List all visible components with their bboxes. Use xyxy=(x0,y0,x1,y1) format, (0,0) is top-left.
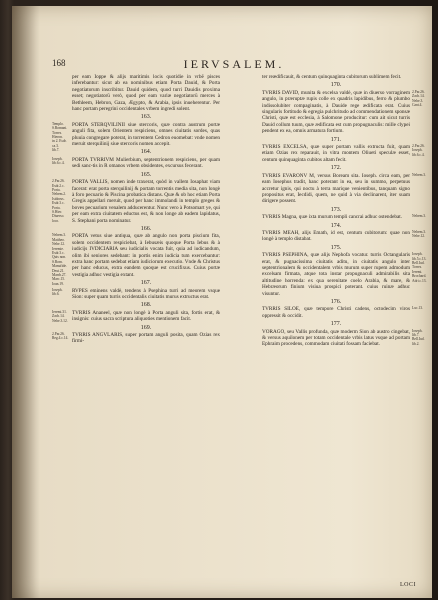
entry-body: RVPES eminens valdè, tendens à Psephina turri ad meorem vsque Sion: super quam turris occidentalis ciuitatis murus extructus erat. xyxy=(72,287,220,300)
entry-text xyxy=(52,156,220,170)
entry-text xyxy=(262,252,427,297)
entry-text xyxy=(262,89,425,135)
entry-text xyxy=(262,229,426,243)
page-gutter-shadow xyxy=(12,6,40,598)
margin-note: 2.Par.26. Reg.4.c.14. xyxy=(52,332,69,341)
entry-text xyxy=(72,74,220,112)
margin-note: 2.Par.26. Esdr.2.c. Porta. Nehem.2. Isidorus. Esdr.3.c. Porta. S.Hier. Diuerso. loco. xyxy=(52,179,66,223)
margin-note: 2.Par.26. Ioseph. lib.6.c.4. xyxy=(412,144,425,157)
entry-body: TVRRIS SILOE, quæ tempore Christi cadens, octodecim viros oppressit & occidit. xyxy=(262,306,410,319)
entry-body: per eam Ioppe & alijs maritimis locis quotidie in vrbē pisces inferebantur: sicut ab ea nominibus etiam Porta Dauid, & Porta negotiatorum inscribitur. Dauid quidem, quod turri Dauidis proxima esset; negotiatorū verò, quod per eam variæ negotiatorū merces à Bethleem, Hebron, Gaza, Ægypto, & Arabia, ipsis inueherentur. Per hanc portam peregrini occidentales vrbem ingredi solent. xyxy=(72,74,220,113)
entry-number: 164. xyxy=(140,149,152,156)
entry-text xyxy=(262,144,425,163)
entry-number: 174. xyxy=(330,222,342,229)
entry-number: 172. xyxy=(330,165,342,172)
entry-body: TVRRIS Magna, quæ ixta murum templi cancrai adhuc ostendebat. xyxy=(262,214,403,221)
entry-text xyxy=(52,332,220,345)
left-column xyxy=(52,74,220,346)
entry-body: TVRRIS ANGVLARIS, super portam anguli posita, quam Ozias rex firmi- xyxy=(72,332,220,345)
entry-text xyxy=(262,74,410,80)
margin-note: Ioseph. lib.6.c.4. xyxy=(52,156,65,166)
entry-number: 170. xyxy=(330,82,342,89)
entry-text xyxy=(262,214,426,221)
entry-body: TVRRIS PSEPHINA, quæ alijs Nephofa vocatur. turris Octangularis erat, & pugnacissima ciuitatis aditu, in ciuitatis angulo inter septentrionalem & occidentalem vrbis murum super rupem admodum excelsam firmata, atque tota instar propugnaculi admirabilis sita altitudine horrenda: ex qua serenitate coelo Arabia, & mare, & Hebræorum finium visiua prospici poterant. cuius ruinæ adhuc visuntur. xyxy=(262,252,410,297)
entry-number: 176. xyxy=(330,299,342,305)
entry-body: TVRRIS Ananeel, quæ non longè à Porta anguli sita, fortis erat, & insignis: cuius sacra scriptura aliquoties mentionem facit. xyxy=(72,309,220,323)
entry-number: 165. xyxy=(140,171,152,178)
entry-number: 166. xyxy=(140,225,152,232)
entry-body: PORTA vetus siue antiqua, quæ ab angulo non porta piscium fita, solem occidentem respiciebat, à Iebusæis quoque Porta Iebus & à iudicijs IVDICIARIA seu iudicialis vocata fuit, quia ad iudicandum, olim ibi seniores sedebant: in portis enim iudicia tum exercebantur: extra hanc portam sedebat etiam iudiciorum executio. Vnde & Christus per hanc educus, extra eandem quoque est crucifixus. Cuius portæ vestigia adhuc vestigia extant. xyxy=(72,233,220,278)
entry-body: TVRRIS DAVID, munita & excelsa valdè, quæ in diuerso vorraginem angulo, in præruptæ rupis colle ex quadris lapidibus, ferro & plumbo indissolubiter compaginatis, à Dauide rege ædificata erat. Cuius singularis fortitudo & egregia pulchritudo ad commendationem sponsæ Christi, quæ est ecclesia, à Salomone producitur: cum ait sicut turris Dauid collum tuum, quæ ædificata est cum propugnaculis: mille clypei pendent ex ea, omnis armatura fortium. xyxy=(262,89,410,135)
entry-body: VORAGO, seu Vallis profunda, quæ moderm Sion ab austro cingebat, & versus aquilonem per totam occidentale vrbis latus vsque ad portam Ephraim procedens, commodam ciuitati fossam faciebat. xyxy=(262,328,410,348)
entry-number: 171. xyxy=(330,136,342,143)
margin-note: Templo. S.Romani. Torres. Hieron. in 2. Esdr. ca.3. lib.7. xyxy=(52,121,68,153)
entry-body: TVRRIS EVARONV M, versus Boream sita. Ioseph. circa eam, per eam Iosephus tradit, hanc poterant in ea, seu in summo, perpetuus accretur ignis, qui noctu à terra marique venientibus, tanquam signo propositus erat, Iecdidi, quem, ne quid à via declinarent, iter suam dirigere possent. xyxy=(262,172,410,205)
entry-text xyxy=(262,306,423,319)
entry-body: TVRRIS MEAH, alijs Emath, id est, centum cubitorum: quae non longè à templo distabat. xyxy=(262,229,410,243)
entry-text xyxy=(262,328,425,348)
entry-body: PORTA TVRRIVM Mulierbium, septentrionem respiciens, per quam sedi sanc-tis in R omanos vrbem obsidentes, excursus fecerant. xyxy=(72,156,220,170)
entry-number: 177. xyxy=(330,321,342,328)
entry-body: TVRRIS EXCELSA, quæ super portam vallis extructa fuit, quam etiam Ozias rex reparauit, in vitra montem Oliueti speculæ esset, centum quinquaginta cubitos altam fecit. xyxy=(262,144,410,163)
margin-note: Nehem.3. xyxy=(412,214,426,219)
entry-number: 168. xyxy=(140,302,152,309)
entry-number: 175. xyxy=(330,244,342,251)
page-number: 168 xyxy=(52,58,66,68)
page-content xyxy=(52,57,427,592)
entry-number: 167. xyxy=(140,280,152,287)
entry-body: PORTA STERQVILINII siue stercoris, quæ contra austrum portæ anguli fita, solem Orientem respiciens, omnes ciuitatis sordes, quas pluuia congregare poterat, in torrentem Cedron euomebat: vnde nomen meruit sterquilinij siue stercoris nomen accepit. xyxy=(72,121,220,148)
entry-body: ter reædificauit, & centum quinquaginta cubitorum sublimem fecit. xyxy=(262,74,402,80)
page-header xyxy=(52,58,416,70)
entry-text xyxy=(52,287,220,301)
right-column xyxy=(262,74,427,349)
entry-text xyxy=(52,309,220,323)
margin-note: Ioseph. lib.5.c.13. Bell.Iud. Torres. Ieremi. Brochard. Adri.c.13. xyxy=(412,252,427,283)
entry-number: 173. xyxy=(330,206,342,213)
margin-note: Nehem.3. xyxy=(412,172,426,177)
margin-note: 2.Par.26. Zach.14. Nehe.3. Cant.4. xyxy=(412,89,425,108)
entry-number: 169. xyxy=(140,324,152,331)
margin-note: Ioseph. lib.7. Bell.Iud. lib.2. xyxy=(412,328,425,346)
entry-body: PORTA VALLIS, nomen inde traxerat, quòd in vallem Iosaphat viam facerat: erat porta sterquilinij & portam torrentis media sita, non longè à foro pecuario & Piscina probatica distans. Quæ & ob hoc etiam Porta Gregis appellari meruit, quod per hanc immolandi in templo greges & boves pecuarium venalem adducerentur. Nunc vero à Potsomart ye, qui per eam extra ciuitatem eductus est, & non longe ab eadem lapidatus, S. Stephani porta nominatur. xyxy=(72,179,220,224)
margin-note: Luc.13. xyxy=(412,306,423,311)
margin-note: Nehem.3. Mattheo. Nehe.12. Ieremie. Esdr.3.c. Quis non. S.Rom. Manufide. Deut.21. Marrh.27. Marc.15. Ioan.19. xyxy=(52,233,67,286)
catchword: LOCI xyxy=(400,582,416,588)
entry-text xyxy=(52,179,220,224)
entry-text xyxy=(262,172,426,205)
margin-note: Ieremi.31. Zach.14. Nehe.3.12. xyxy=(52,309,68,323)
running-title: IERVSALEM. xyxy=(183,57,285,71)
margin-note: Nehem.3. Nehe.12. xyxy=(412,229,426,239)
entry-number: 163. xyxy=(140,114,152,121)
margin-note: Ioseph. lib.6. xyxy=(52,287,63,296)
